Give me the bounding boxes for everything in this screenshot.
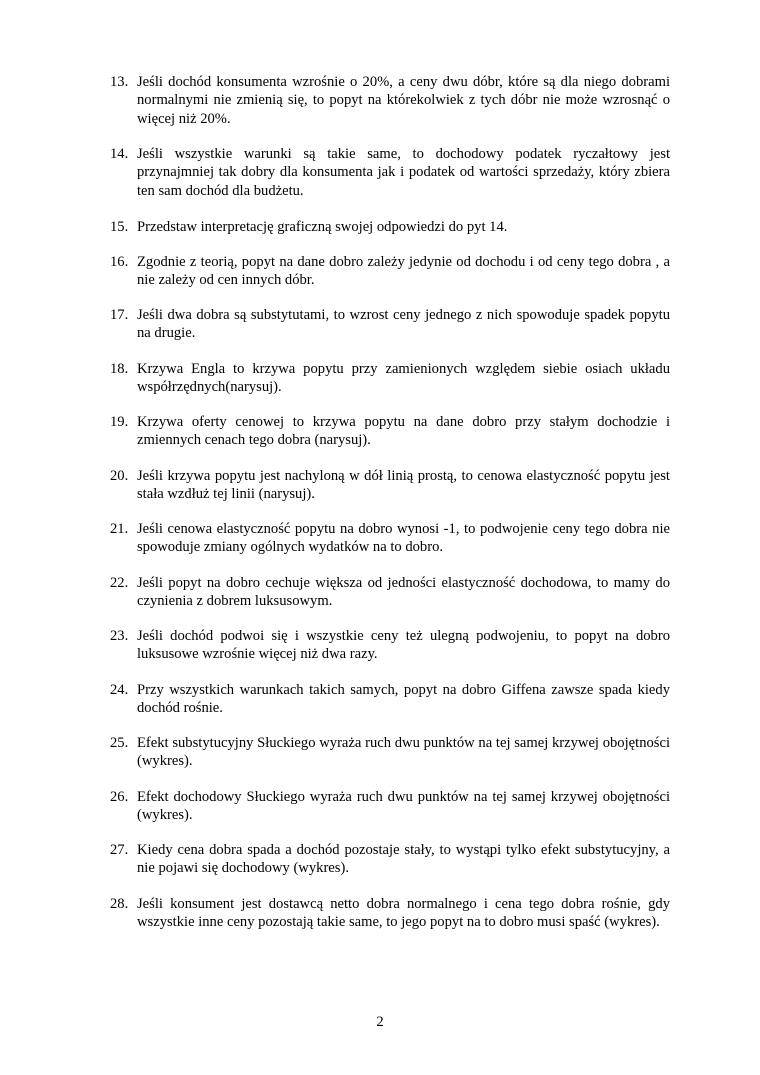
item-number: 22. — [110, 575, 129, 591]
list-item — [110, 520, 670, 557]
item-text: Efekt dochodowy Słuckiego wyraża ruch dwu punktów na tej samej krzywej obojętności (wykres). — [137, 789, 670, 824]
item-number: 26. — [110, 789, 129, 805]
list-item — [110, 788, 670, 825]
list-item — [110, 895, 670, 932]
list-item — [110, 73, 670, 128]
list-item — [110, 145, 670, 200]
list-item — [110, 841, 670, 878]
item-number: 15. — [110, 219, 129, 235]
list-item — [110, 218, 670, 236]
item-number: 13. — [110, 74, 129, 90]
item-text: Krzywa Engla to krzywa popytu przy zamienionych względem siebie osiach układu współrzędnych(narysuj). — [137, 361, 670, 396]
item-text: Jeśli dochód konsumenta wzrośnie o 20%, a ceny dwu dóbr, które są dla niego dobrami normalnymi nie zmienią się, to popyt na którekolwiek z tych dóbr nie może wzrosnąć o więcej niż 20%. — [137, 74, 670, 127]
item-number: 16. — [110, 254, 129, 270]
item-text: Jeśli konsument jest dostawcą netto dobra normalnego i cena tego dobra rośnie, gdy wszystkie inne ceny pozostają takie same, to jego popyt na to dobro musi spaść (wykres). — [137, 896, 670, 931]
item-number: 19. — [110, 414, 129, 430]
page-number: 2 — [376, 1014, 384, 1030]
item-number: 14. — [110, 146, 129, 162]
item-number: 24. — [110, 682, 129, 698]
list-item — [110, 467, 670, 504]
item-text: Jeśli dwa dobra są substytutami, to wzrost ceny jednego z nich spowoduje spadek popytu na drugie. — [137, 307, 670, 342]
item-text: Jeśli dochód podwoi się i wszystkie ceny też ulegną podwojeniu, to popyt na dobro luksusowe wzrośnie więcej niż dwa razy. — [137, 628, 670, 663]
item-number: 28. — [110, 896, 129, 912]
item-text: Krzywa oferty cenowej to krzywa popytu na dane dobro przy stałym dochodzie i zmiennych cenach tego dobra (narysuj). — [137, 414, 670, 449]
list-item — [110, 413, 670, 450]
item-text: Jeśli popyt na dobro cechuje większa od jedności elastyczność dochodowa, to mamy do czynienia z dobrem luksusowym. — [137, 575, 670, 610]
item-text: Kiedy cena dobra spada a dochód pozostaje stały, to wystąpi tylko efekt substytucyjny, a nie pojawi się dochodowy (wykres). — [137, 842, 670, 877]
item-text: Jeśli krzywa popytu jest nachyloną w dół linią prostą, to cenowa elastyczność popytu jest stała wzdłuż tej linii (narysuj). — [137, 468, 670, 503]
item-text: Zgodnie z teorią, popyt na dane dobro zależy jedynie od dochodu i od ceny tego dobra , a nie zależy od cen innych dóbr. — [137, 254, 670, 289]
item-text: Jeśli wszystkie warunki są takie same, to dochodowy podatek ryczałtowy jest przynajmniej tak dobry dla konsumenta jak i podatek od wartości sprzedaży, który zbiera ten sam dochód dla budżetu. — [137, 146, 670, 199]
item-text: Efekt substytucyjny Słuckiego wyraża ruch dwu punktów na tej samej krzywej obojętności (wykres). — [137, 735, 670, 770]
list-item — [110, 681, 670, 718]
item-number: 17. — [110, 307, 129, 323]
list-item — [110, 306, 670, 343]
list-item — [110, 734, 670, 771]
item-number: 20. — [110, 468, 129, 484]
item-number: 23. — [110, 628, 129, 644]
list-item — [110, 574, 670, 611]
list-item — [110, 627, 670, 664]
item-text: Jeśli cenowa elastyczność popytu na dobro wynosi -1, to podwojenie ceny tego dobra nie spowoduje zmiany ogólnych wydatków na to dobro. — [137, 521, 670, 556]
list-item — [110, 360, 670, 397]
item-number: 18. — [110, 361, 129, 377]
item-text: Przy wszystkich warunkach takich samych, popyt na dobro Giffena zawsze spada kiedy dochód rośnie. — [137, 682, 670, 717]
item-number: 27. — [110, 842, 129, 858]
item-number: 21. — [110, 521, 129, 537]
item-number: 25. — [110, 735, 129, 751]
list-item — [110, 253, 670, 290]
item-text: Przedstaw interpretację graficzną swojej odpowiedzi do pyt 14. — [137, 219, 508, 235]
